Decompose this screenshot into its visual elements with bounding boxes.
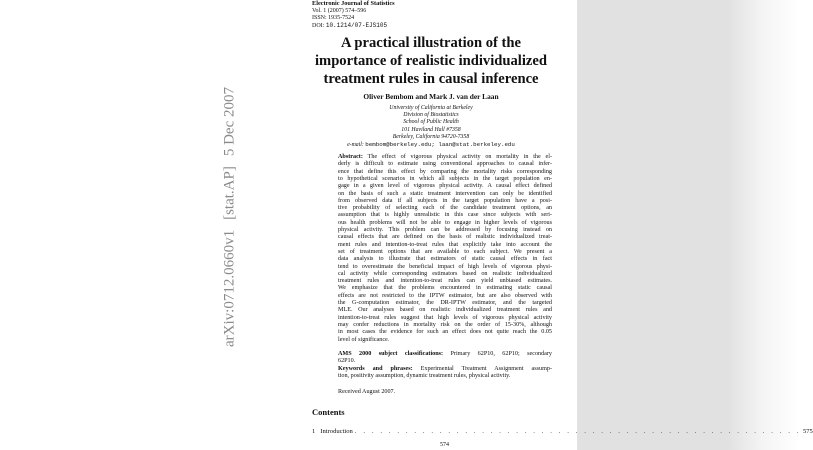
affiliation-line: 101 Haviland Hall #7358: [401, 126, 461, 133]
abstract-line: [338, 161, 552, 168]
ams-label: AMS 2000 subject classifications:: [338, 351, 444, 357]
affiliation: [300, 105, 562, 149]
abstract-text: effects are not restricted to the IPTW estimator, but are also observed with: [338, 292, 552, 299]
abstract-label: Abstract:: [338, 154, 363, 160]
contents-heading: Contents: [312, 407, 345, 417]
abstract-line: [338, 293, 552, 300]
affiliation-line: Berkeley, California 94720-7358: [392, 133, 470, 140]
abstract-line: [338, 169, 552, 176]
affiliation-line: School of Public Health: [403, 119, 459, 126]
abstract-line: [338, 264, 552, 271]
abstract-text: intention-to-treat rules suggest that high levels of vigorous physical activity: [338, 314, 552, 321]
abstract-text: from observed data if all subjects in the target population have a posi-: [338, 197, 552, 204]
title-line: importance of realistic individualized: [314, 53, 547, 69]
affiliation-line: University of California at Berkeley: [389, 105, 473, 111]
abstract-text: physical activity. This problem can be addressed by focusing instead on: [338, 227, 552, 233]
abstract-line: [338, 285, 552, 292]
abstract-line: [338, 212, 552, 219]
abstract-text: to hypothetical scenarios in which all subjects in the target population en-: [338, 175, 552, 182]
abstract-text: tive probability of selecting each of the candidate treatment options, an: [338, 205, 552, 212]
toc-leader-dots: . . . . . . . . . . . . . . . . . . . . . . . . . . . . . . . . . . . . . . . . . . . . . . . . . . . . .: [354, 428, 801, 435]
abstract-text: in most cases the evidence for such an effect does not quite reach the 0.05: [338, 329, 552, 336]
journal-header: [312, 0, 395, 30]
affiliation-line: Division of Biostatistics: [403, 112, 459, 119]
abstract-text: may confer reductions in mortality risk on the order of 15-30%, although: [338, 321, 552, 328]
abstract-text: assumption that is highly unrealistic in this case since subjects with seri-: [338, 212, 552, 219]
keywords-text: Experimental Treatment Assignment assump-: [420, 365, 552, 372]
toc-label: Introduction: [320, 428, 353, 435]
abstract-text: ment rules and intention-to-treat rules that explicitly take into account the: [338, 241, 552, 248]
keywords: [338, 366, 552, 373]
abstract-line: [338, 183, 552, 190]
abstract-line: [338, 271, 552, 278]
journal-volume: Vol. 1 (2007) 574–596: [312, 8, 367, 14]
journal-name: Electronic Journal of Statistics: [312, 0, 395, 7]
ams-text: Primary 62P10, 62P10; secondary: [450, 351, 552, 357]
title-line: A practical illustration of the: [341, 35, 521, 51]
abstract-line: [338, 278, 552, 285]
toc-page: 575: [802, 428, 813, 435]
abstract-line: [338, 220, 552, 227]
abstract-line: [338, 337, 552, 344]
ams-classification: [338, 351, 552, 358]
abstract-line: [338, 300, 552, 307]
abstract-text: gage in a given level of vigorous physical activity. A causal effect defined: [338, 183, 552, 190]
toc-item-introduction[interactable]: [312, 428, 813, 435]
abstract-text: on the basis of such a static treatment intervention can only be identified: [338, 190, 552, 197]
journal-issn: ISSN: 1935-7524: [312, 15, 355, 21]
paper-title: [300, 34, 562, 88]
email-label: e-mail:: [347, 142, 364, 149]
viewer-background: [577, 0, 800, 450]
abstract-text: We emphasize that the problems encountered in estimating static causal: [338, 285, 552, 292]
title-line: treatment rules in causal inference: [323, 71, 539, 87]
emails: bembom@berkeley.edu; laan@stat.berkeley.edu: [365, 141, 515, 149]
abstract-line: [338, 307, 552, 314]
abstract-text: cal activity while corresponding estimators based on realistic individualized: [338, 270, 552, 277]
abstract-line: [338, 242, 552, 249]
abstract-line: [338, 205, 552, 212]
page-number: 574: [440, 442, 449, 448]
abstract-text: set of treatment options that are available to each subject. We present a: [338, 248, 552, 255]
abstract-text: ence that define this effect by comparing the mortality risks corresponding: [338, 168, 552, 175]
abstract-line: [338, 191, 552, 198]
abstract-text: The effect of vigorous physical activity on mortality in the el-: [367, 154, 552, 160]
abstract-text: MLE. Our analyses based on realistic individualized treatment rules and: [338, 307, 552, 314]
abstract-line: [338, 198, 552, 205]
abstract-line: [338, 256, 552, 263]
arxiv-stamp: [222, 77, 239, 347]
keywords-text-cont: tion, positivity assumption, dynamic treatment rules, physical activity.: [338, 372, 511, 379]
doi: 10.1214/07-EJS105: [325, 22, 388, 29]
abstract-line: [338, 315, 552, 322]
abstract-text: level of significance.: [338, 336, 390, 343]
abstract-text: causal effects that are defined on the basis of realistic individualized treat-: [338, 234, 552, 241]
arxiv-category: [stat.AP]: [221, 166, 238, 220]
abstract-text: ous health problems will not be able to engage in higher levels of vigorous: [338, 219, 552, 226]
abstract-text: the G-computation estimator, the DR-IPTW estimator, and the targeted: [338, 300, 552, 306]
arxiv-date: 5 Dec 2007: [221, 87, 238, 157]
ams-text-cont: 62P10.: [338, 358, 356, 365]
toc-number: 1: [312, 428, 316, 435]
doi-label: DOI:: [312, 23, 325, 29]
abstract-text: derly is difficult to estimate using conventional approaches to causal infer-: [338, 161, 552, 168]
abstract-line: [338, 234, 552, 241]
abstract-text: data analysis to illustrate that estimators of static causal effects in fact: [338, 256, 552, 263]
authors: Oliver Bembom and Mark J. van der Laan: [363, 92, 499, 101]
keywords-label: Keywords and phrases:: [338, 365, 413, 372]
abstract-text: tend to overestimate the beneficial impact of high levels of vigorous physi-: [338, 263, 552, 270]
received-date: Received August 2007.: [338, 389, 396, 395]
abstract-text: treatment rules and intention-to-treat rules can yield unbiased estimates.: [338, 278, 552, 285]
arxiv-id: arXiv:0712.0660v1: [221, 229, 238, 347]
abstract-line: [338, 329, 552, 336]
